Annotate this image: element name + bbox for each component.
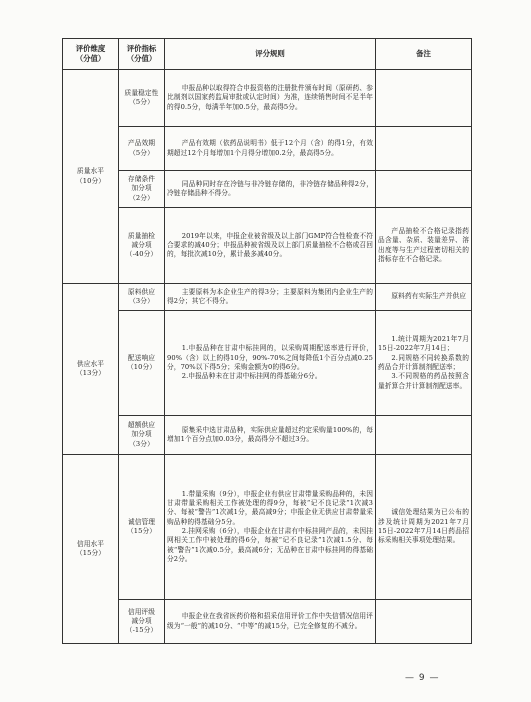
note-validity [376,127,472,171]
note-integrity: 诚信处理结果为已公布的涉及统计周期为2021年7月15日-2022年7月14日药品招标采购相关事项处理结果。 [376,455,472,600]
rule-storage: 同品种同时存在冷链与非冷链存储的，非冷链存储品种得2分，冷链存储品种不得分。 [165,171,376,208]
note-sampling: 产品抽检不合格记录指药品含量、杂质、装量差异、溶出度等与生产过程密切相关的指标存在不合格记录。 [376,208,472,284]
indicator-raw: 原料供应 （3分） [119,284,165,311]
rule-integrity: 1.带量采购（9分），申报企业有供应甘肃带量采购品种的，未因甘肃带量采购相关工作被处理的得9分，每被“记不良记录”1次减3分、每被“警告”1次减1分，最高减9分；申报企业无供应甘肃带量采购品种的得基础分5分。 2.挂网采购（6分），申报企业在甘肃有中标挂网产品的，未因挂网相关工作中被处理的得6分，每被“记不良记录”1次减1.5分、每被“警告”1次减0.5分，最高减6分；无品种在甘肃中标挂网的得基础分2分。 [165,455,376,600]
table-row [63,455,472,600]
indicator-rating: 信用评级 减分项 （-15分） [119,600,165,644]
evaluation-table [62,38,472,644]
dimension-credit: 信用水平 （15分） [63,455,119,644]
table-row [63,416,472,455]
table-row [63,127,472,171]
indicator-storage: 存储条件 加分项 （2分） [119,171,165,208]
table-row [63,600,472,644]
rule-validity: 产品有效期（依药品说明书）低于12个月（含）的得1分，有效期超过12个月每增加1个月得分增加0.2分，最高得5分。 [165,127,376,171]
header-indicator: 评价指标 （分值） [119,39,165,70]
dimension-quality: 质量水平 （10分） [63,70,119,284]
table-header-row [63,39,472,70]
table-row [63,311,472,416]
note-overquota [376,416,472,455]
table-row [63,171,472,208]
rule-rating: 申报企业在我省医药价格和招采信用评价工作中失信情况信用评级为“一般”的减10分、“中等”的减15分，已完全修复的不减分。 [165,600,376,644]
dimension-supply: 供应水平 （13分） [63,284,119,455]
note-storage [376,171,472,208]
table-row [63,284,472,311]
note-raw: 原料药有实际生产并供应 [376,284,472,311]
note-rating [376,600,472,644]
indicator-delivery: 配送响应 （10分） [119,311,165,416]
header-rule: 评分规则 [165,39,376,70]
page-number: — 9 — [405,673,440,683]
indicator-validity: 产品效期 （5分） [119,127,165,171]
indicator-integrity: 诚信管理 （15分） [119,455,165,600]
header-note: 备注 [376,39,472,70]
indicator-overquota: 超额供应 加分项 （3分） [119,416,165,455]
rule-overquota: 原集采中选甘肃品种，实际供应量超过约定采购量100%的，每增加1个百分点加0.03分，最高得分不超过3分。 [165,416,376,455]
rule-raw: 主要原料为本企业生产的得3分；主要原料为集团内企业生产的得2分；其它不得分。 [165,284,376,311]
header-dimension: 评价维度 （分值） [63,39,119,70]
note-stability [376,70,472,127]
table-row [63,70,472,127]
rule-delivery: 1.申报品种在甘肃中标挂网的，以采购周期配送率进行评价，90%（含）以上的得10分，90%-70%之间每降低1个百分点减0.25分，70%以下得5分；采购金额为0的得6分。 2.申报品种未在甘肃中标挂网的得基础分6分。 [165,311,376,416]
note-delivery: 1.统计周期为2021年7月15日-2022年7月14日； 2.同规格不同转换系数的药品合并计算制剂配送率； 3.不同规格的药品按照含量折算合并计算制剂配送率。 [376,311,472,416]
indicator-stability: 质量稳定性 （5分） [119,70,165,127]
rule-sampling: 2019年以来，申报企业被省级及以上部门GMP符合性检查不符合要求的减40分；申报品种被省级及以上部门质量抽检不合格或召回的，每批次减10分，累计最多减40分。 [165,208,376,284]
indicator-sampling: 质量抽检 减分项 （-40分） [119,208,165,284]
rule-stability: 申报品种以取得符合申报资格的注册批件颁布时间（原研药、参比制剂以国家药监局审批或认定时间）为准，连续销售时间不足半年的得0.5分，每满半年加0.5分，最高得5分。 [165,70,376,127]
table-row [63,208,472,284]
